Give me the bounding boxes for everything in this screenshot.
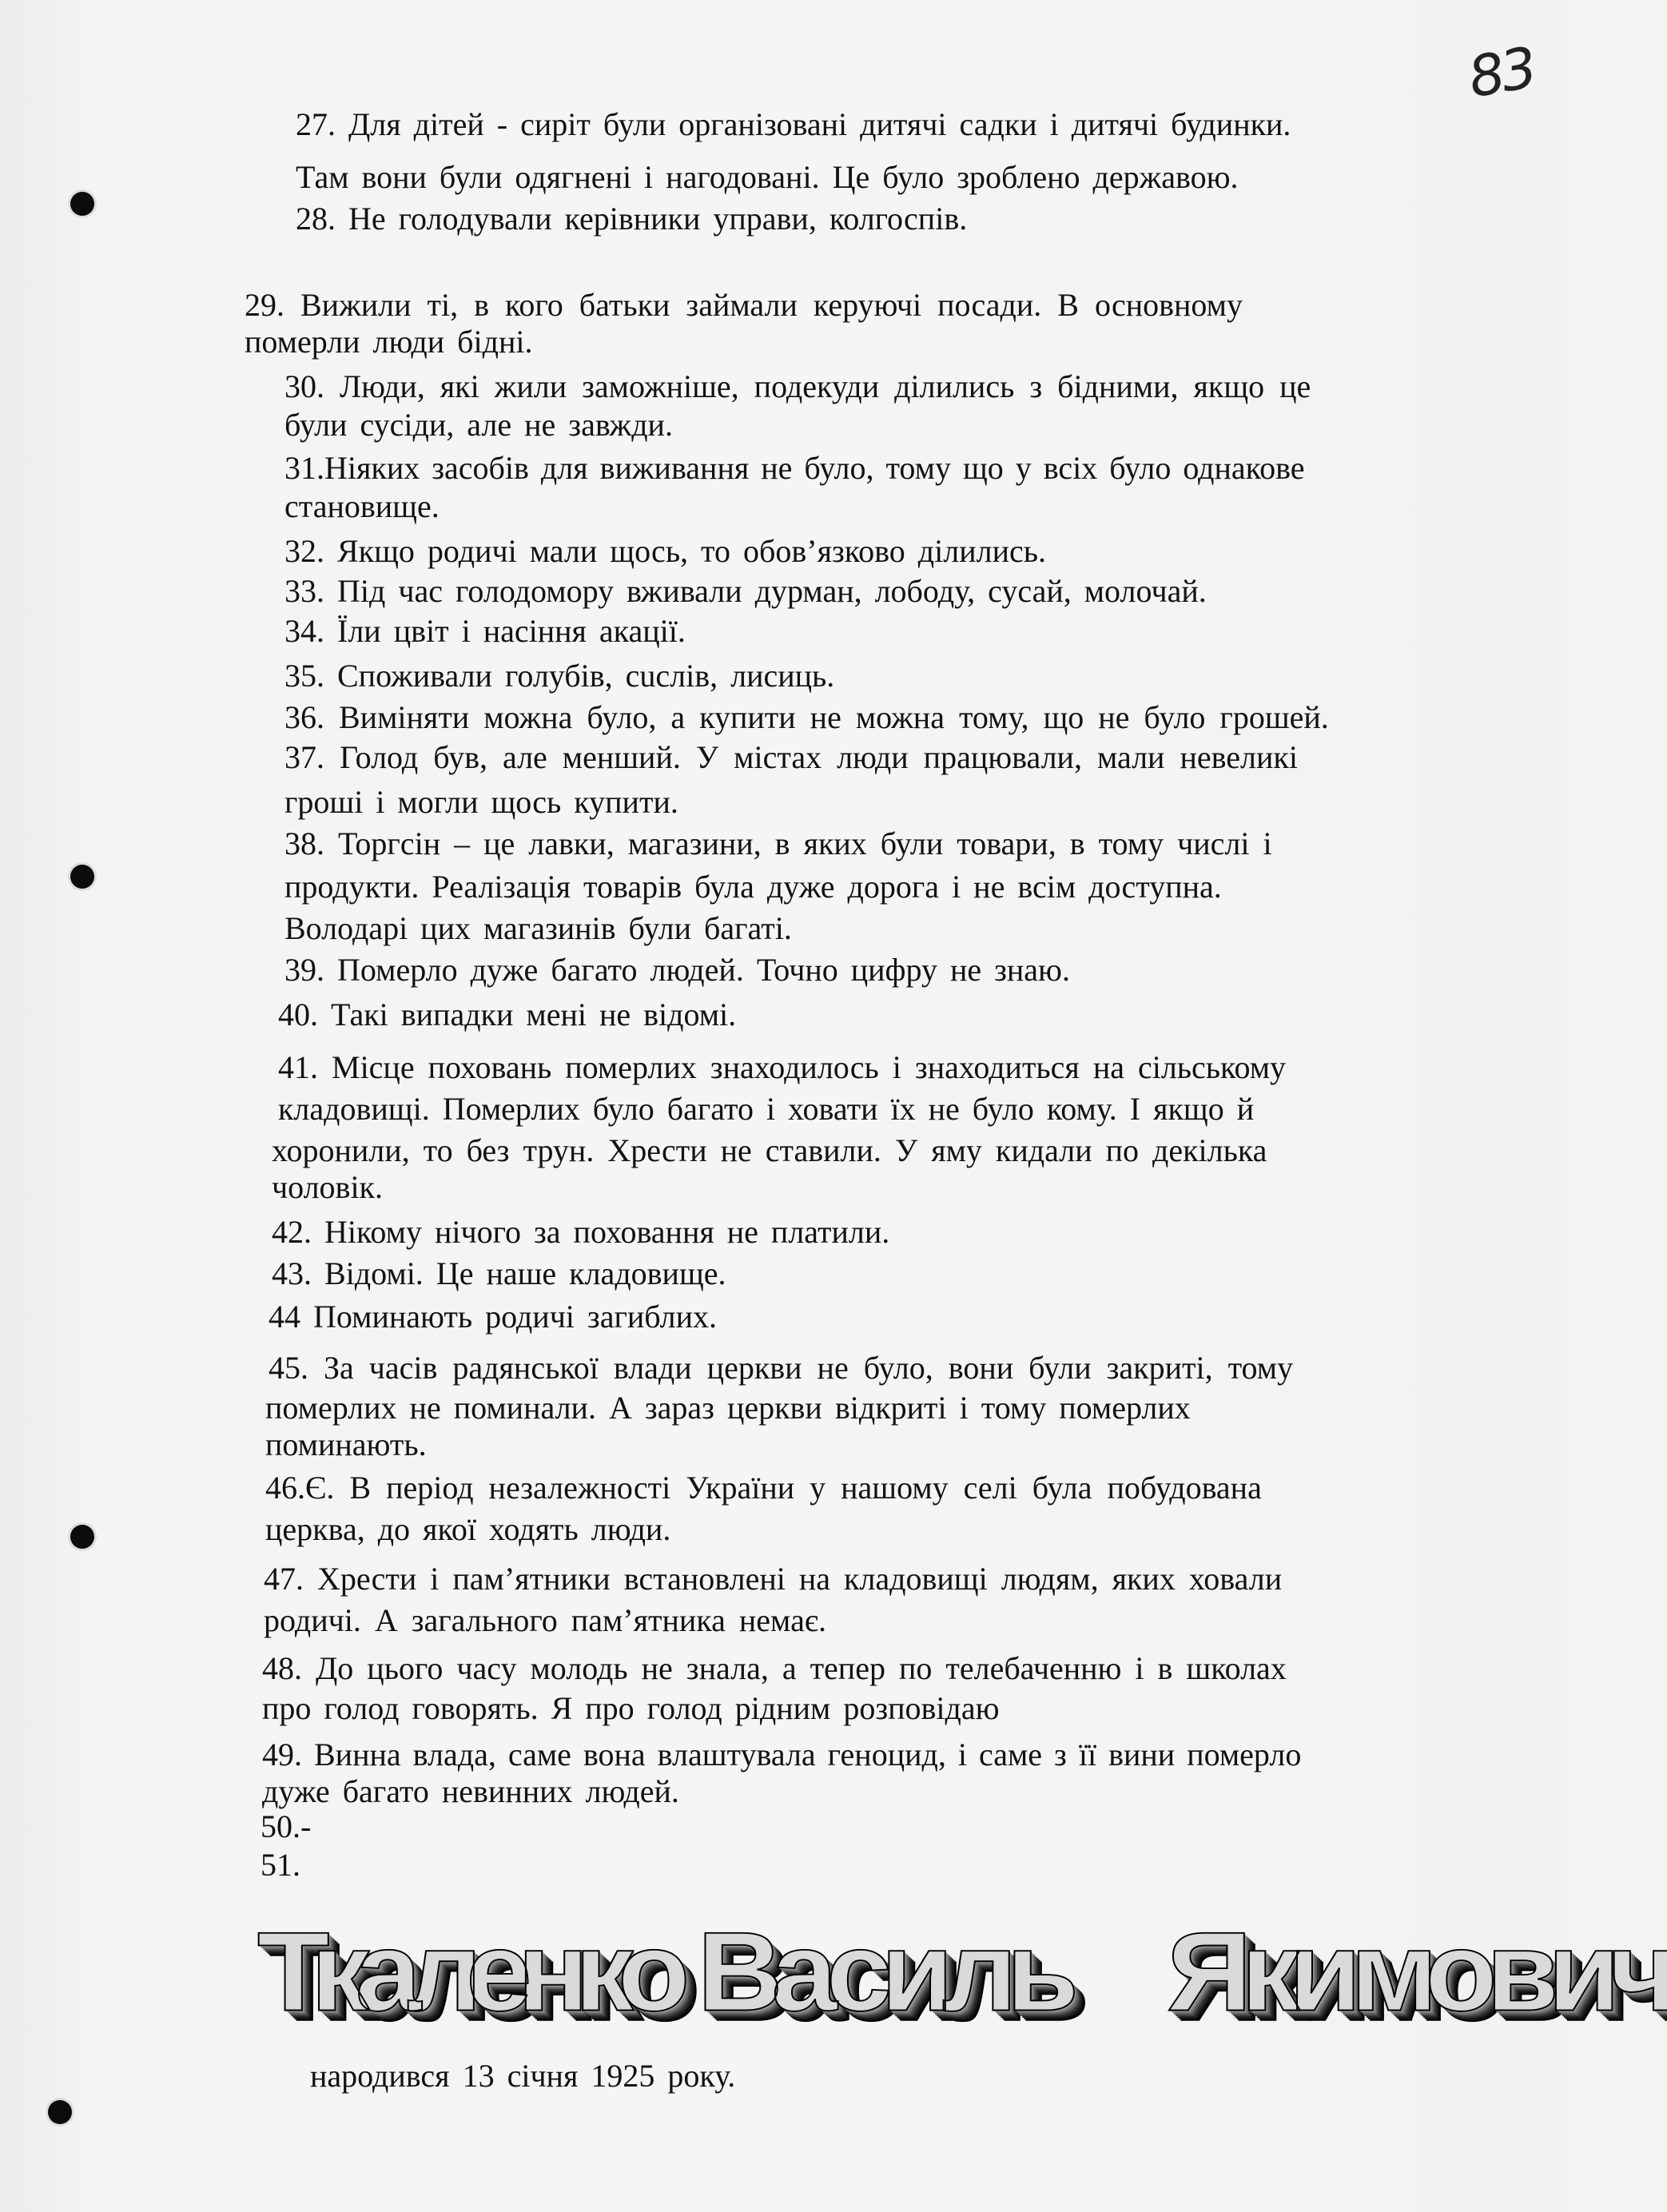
text-line: 46.Є. В період незалежності України у нашому селі була побудована — [265, 1470, 1262, 1506]
text-line: 37. Голод був, але менший. У містах люди працювали, мали невеликі — [284, 739, 1298, 775]
punch-hole — [48, 2100, 72, 2124]
text-line: 35. Споживали голубів, сuслів, лисиць. — [284, 658, 835, 694]
text-line: 49. Винна влада, саме вона влаштувала геноцид, і саме з її вини померло — [262, 1737, 1302, 1772]
birth-note: народився 13 січня 1925 року. — [310, 2058, 736, 2094]
text-line: 34. Їли цвіт і насіння акації. — [284, 613, 686, 649]
signature-surname: Ткаленко — [257, 1909, 676, 2035]
text-line: родичі. А загального пам’ятника немає. — [264, 1602, 826, 1638]
text-line: 40. Такі випадки мені не відомі. — [278, 997, 737, 1032]
text-line: 31.Ніяких засобів для виживання не було, тому що у всіх було однакове — [284, 450, 1305, 486]
text-line: кладовищі. Померлих було багато і ховати їх не було кому. І якщо й — [278, 1091, 1255, 1127]
punch-hole — [70, 1525, 94, 1549]
text-line: 39. Померло дуже багато людей. Точно цифру не знаю. — [284, 952, 1070, 988]
signature-name-banner — [257, 1896, 1667, 2048]
text-line: 47. Хрести і пам’ятники встановлені на кладовищі людям, яких ховали — [264, 1561, 1283, 1597]
text-line: поминають. — [265, 1426, 427, 1462]
text-line: хоронили, то без трун. Хрести не ставили. У яму кидали по декілька — [272, 1132, 1267, 1168]
text-line: 41. Місце поховань померлих знаходилось і знаходиться на сільському — [278, 1049, 1286, 1085]
text-line: 32. Якщо родичі мали щось, то обов’язково ділились. — [284, 533, 1046, 569]
text-line: 48. До цього часу молодь не знала, а тепер по телебаченню і в школах — [262, 1650, 1287, 1686]
text-line: померли люди бідні. — [245, 324, 533, 360]
text-line: церква, до якої ходять люди. — [265, 1511, 671, 1547]
text-line: 51. — [261, 1847, 300, 1883]
text-line: Там вони були одягнені і нагодовані. Це було зроблено державою. — [296, 159, 1239, 195]
text-line: гроші і могли щось купити. — [284, 784, 678, 820]
text-line: 45. За часів радянської влади церкви не було, вони були закриті, тому — [269, 1350, 1294, 1386]
text-line: 33. Під час голодомору вживали дурман, лободу, сусай, молочай. — [284, 573, 1207, 609]
text-line: дуже багато невинних людей. — [262, 1773, 679, 1809]
text-line: 30. Люди, які жили заможніше, подекуди ділились з бідними, якщо це — [284, 368, 1311, 404]
text-line: 42. Нікому нічого за поховання не платили. — [272, 1214, 890, 1250]
text-line: 43. Відомі. Це наше кладовище. — [272, 1255, 726, 1291]
text-line: 38. Торгсін – це лавки, магазини, в яких були товари, в тому числі і — [284, 826, 1272, 861]
text-line: 28. Не голодували керівники управи, колгоспів. — [296, 201, 968, 237]
signature-name: Василь — [697, 1909, 1068, 2035]
signature-patronymic: Якимович — [1167, 1909, 1667, 2035]
text-line: 29. Вижили ті, в кого батьки займали керуючі посади. В основному — [245, 287, 1243, 323]
punch-hole — [70, 192, 94, 216]
text-line: 50.- — [261, 1808, 312, 1844]
text-line: 36. Виміняти можна було, а купити не можна тому, що не було грошей. — [284, 699, 1329, 735]
text-line: чоловік. — [272, 1169, 383, 1205]
text-line: померлих не поминали. А зараз церкви відкриті і тому померлих — [265, 1390, 1191, 1426]
text-line: продукти. Реалізація товарів була дуже дорога і не всім доступна. — [284, 869, 1222, 905]
text-line: Володарі цих магазинів були багаті. — [284, 910, 792, 946]
text-line: були сусіди, але не завжди. — [284, 407, 673, 443]
text-line: становище. — [284, 488, 440, 524]
text-line: 44 Поминають родичі загиблих. — [269, 1299, 718, 1335]
text-line: про голод говорять. Я про голод рідним розповідаю — [262, 1690, 1000, 1726]
punch-hole — [70, 865, 94, 889]
text-line: 27. Для дітей - сиріт були організовані дитячі садки і дитячі будинки. — [296, 106, 1291, 142]
page-number: 83 — [1463, 34, 1539, 111]
